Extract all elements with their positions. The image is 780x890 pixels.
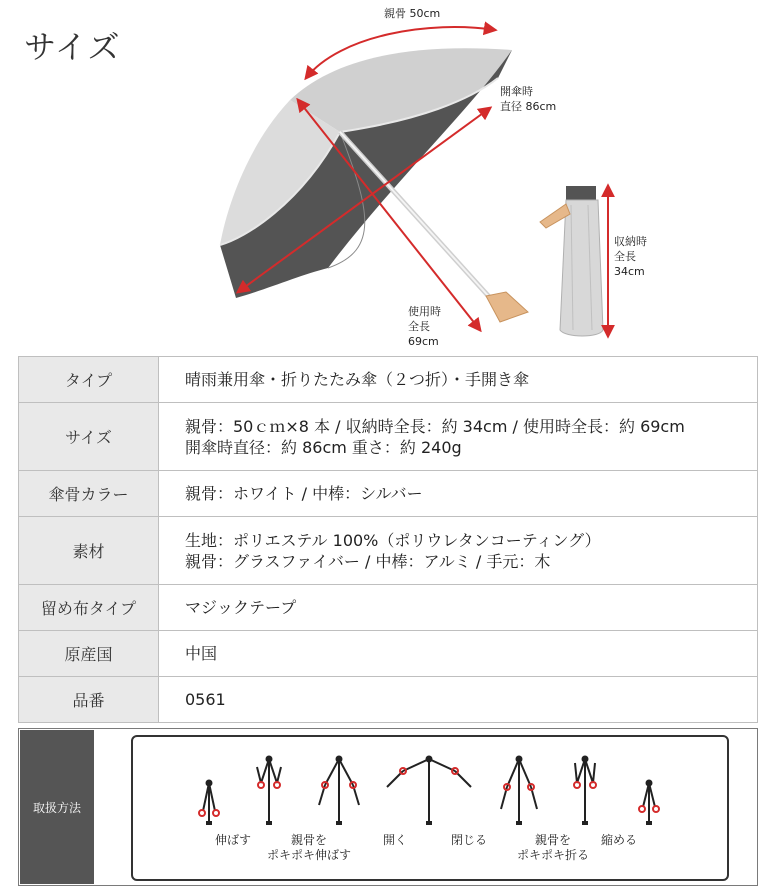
spec-value: 親骨：50ｃｍ×8 本 / 収納時全長：約 34cm / 使用時全長：約 69cm 開傘時直径：約 86cm 重さ：約 240g: [159, 403, 758, 471]
spec-row-frame-color: [19, 471, 758, 517]
spec-key: 留め布タイプ: [19, 585, 159, 631]
folded-umbrella: [540, 186, 603, 336]
spec-value: 生地：ポリエステル 100%（ポリウレタンコーティング） 親骨：グラスファイバー / 中棒：アルミ / 手元：木: [159, 517, 758, 585]
step-snap-extend-icon: [257, 757, 281, 826]
open-umbrella: [220, 48, 528, 322]
diameter-label: 開傘時 直径 86cm: [500, 85, 557, 113]
howto-steps: [131, 735, 729, 881]
page-title: サイズ: [24, 28, 121, 66]
spec-row-product-number: [19, 677, 758, 723]
spec-row-closure: [19, 585, 758, 631]
step-label-extend: 伸ばす: [215, 833, 252, 847]
umbrella-illustration: [0, 0, 780, 350]
in-use-length-label: 使用時 全長 69cm: [408, 305, 441, 348]
step-label-open: 開く: [383, 833, 408, 847]
spec-key: サイズ: [19, 403, 159, 471]
step-extend-icon: [199, 781, 219, 826]
folded-length-label: 収納時 全長 34cm: [614, 235, 647, 278]
howto-heading: 取扱方法: [20, 730, 94, 884]
spec-value: マジックテープ: [159, 585, 758, 631]
howto-illustrations: [133, 737, 727, 879]
spec-key: タイプ: [19, 357, 159, 403]
spec-row-size: [19, 403, 758, 471]
step-snap-fold-icon: [501, 757, 537, 826]
step-open-icon: [319, 757, 359, 826]
spec-value: 親骨：ホワイト / 中棒：シルバー: [159, 471, 758, 517]
spec-table: [18, 356, 758, 723]
spec-key: 原産国: [19, 631, 159, 677]
step-label-shrink: 縮める: [601, 833, 638, 847]
step-label-snap-extend: 親骨を ポキポキ伸ばす: [267, 833, 352, 862]
spec-key: 傘骨カラー: [19, 471, 159, 517]
spec-value: 晴雨兼用傘・折りたたみ傘（２つ折）・手開き傘: [159, 357, 758, 403]
spec-key: 品番: [19, 677, 159, 723]
spec-value: 中国: [159, 631, 758, 677]
step-shrink-icon: [639, 781, 659, 826]
howto-section: [18, 728, 758, 886]
rib-length-label: 親骨 50cm: [384, 7, 441, 20]
spec-key: 素材: [19, 517, 159, 585]
spec-value: 0561: [159, 677, 758, 723]
spec-row-origin: [19, 631, 758, 677]
spec-row-type: [19, 357, 758, 403]
step-label-close: 閉じる: [451, 833, 488, 847]
step-close-icon: [387, 757, 471, 826]
spec-row-material: [19, 517, 758, 585]
size-diagram: [0, 0, 780, 350]
step-label-snap-fold: 親骨を ポキポキ折る: [517, 833, 590, 862]
step-rib-folded-icon: [574, 757, 596, 826]
